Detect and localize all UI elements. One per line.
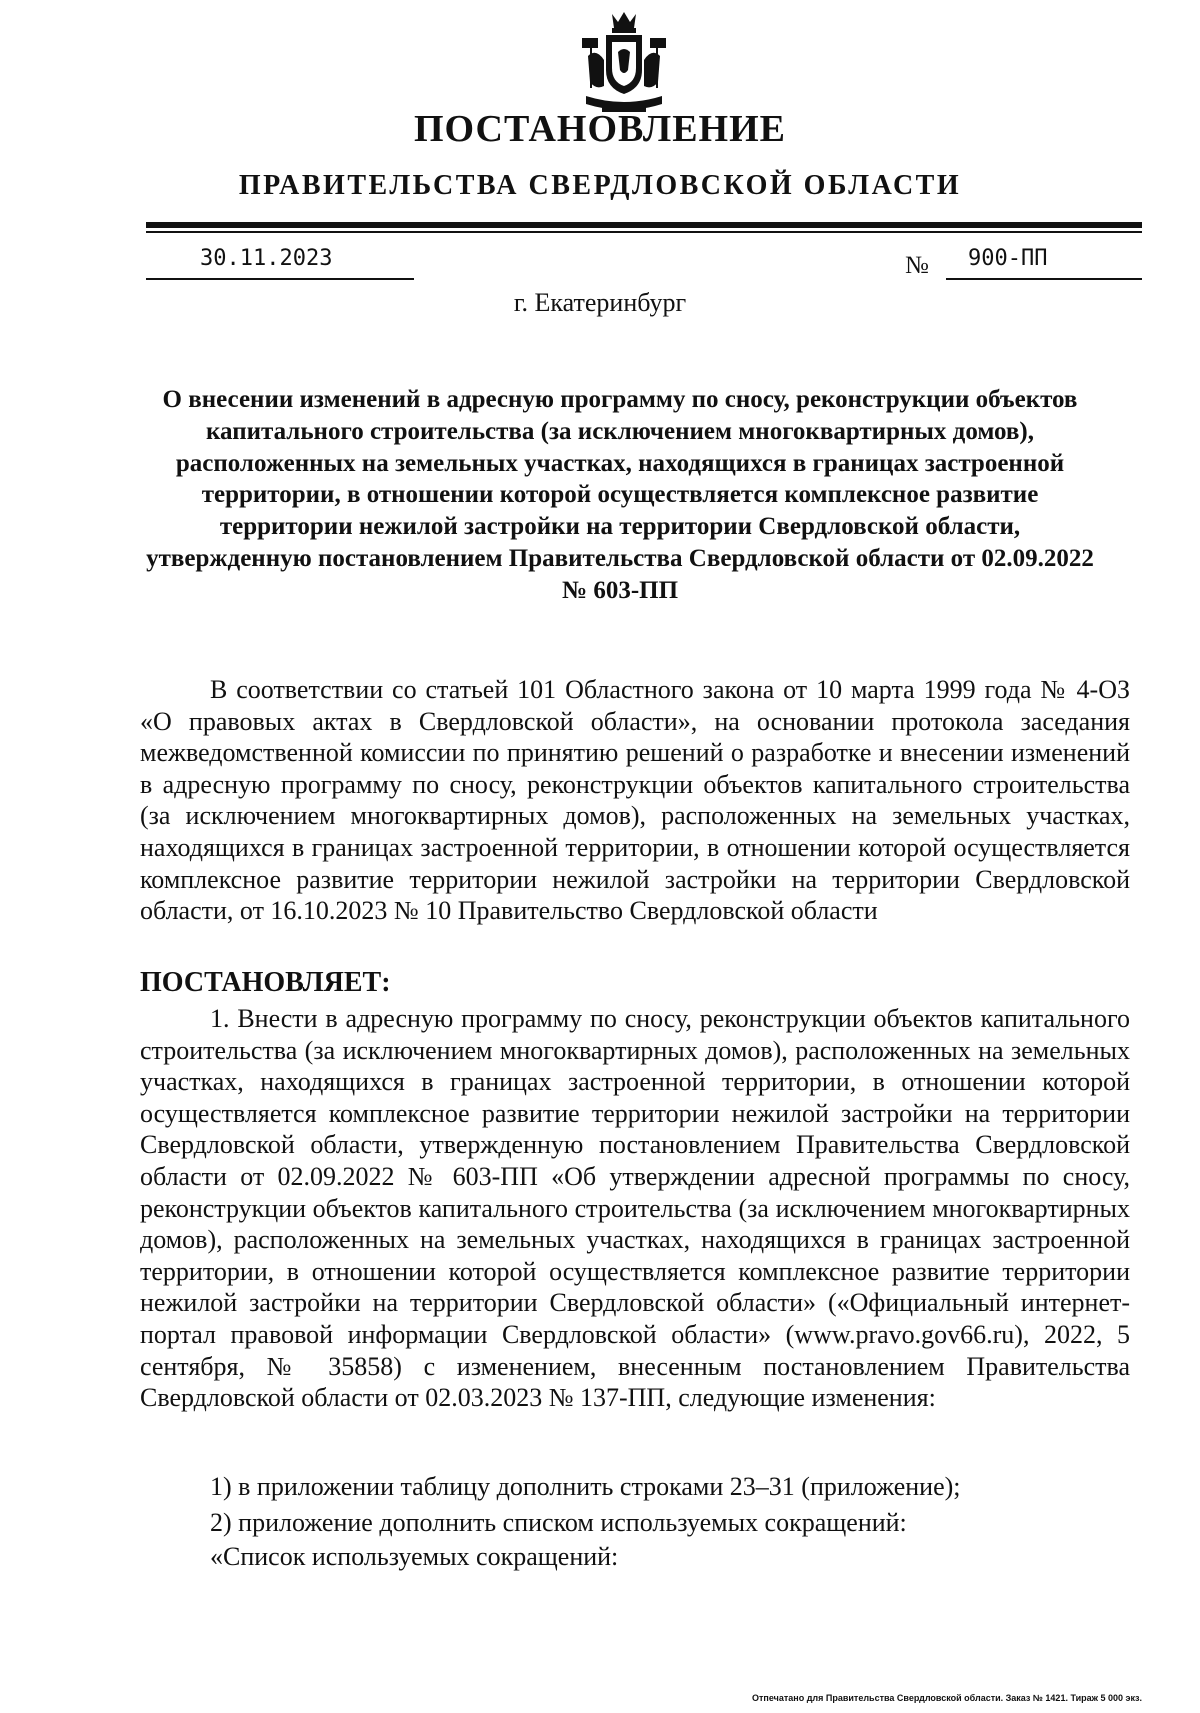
header-rule-thick: [146, 222, 1142, 228]
point-1-paragraph: 1. Внести в адресную программу по сносу, реконструкции объектов капитального строительства (за исключением многоквартирных домов), расположенных на земельных участках, находящихся в границах застроенной территории, в отношении которой осуществляется комплексное развитие территории нежилой застройки на территории Свердловской области, утвержденную постановлением Правительства Свердловской области от 02.09.2022 № 603-ПП «Об утверждении адресной программы по сносу, реконструкции объектов капитального строительства (за исключением многоквартирных домов), расположенных на земельных участках, находящихся в границах застроенной территории, в отношении которой осуществляется комплексное развитие территории нежилой застройки на территории Свердловской области» («Официальный интернет-портал правовой информации Свердловской области» (www.pravo.gov66.ru), 2022, 5 сентября, № 35858) с изменением, внесенным постановлением Правительства Свердловской области от 02.03.2023 № 137-ПП, следующие изменения:: [140, 1004, 1130, 1413]
document-date: 30.11.2023: [200, 246, 333, 271]
number-sign: №: [905, 252, 929, 279]
date-underline: [146, 278, 414, 280]
city: г. Екатеринбург: [513, 288, 687, 317]
header-rule-thin: [146, 231, 1142, 233]
coat-of-arms-icon: [568, 8, 680, 120]
sub-item-2: 2) приложение дополнить списком используемых сокращений:: [210, 1508, 907, 1537]
document-type: ПОСТАНОВЛЕНИЕ: [413, 108, 787, 150]
issuing-organization: ПРАВИТЕЛЬСТВА СВЕРДЛОВСКОЙ ОБЛАСТИ: [238, 170, 962, 201]
document-number: 900-ПП: [968, 246, 1048, 271]
document-title: О внесении изменений в адресную программу по сносу, реконструкции объектов капитального строительства (за исключением многоквартирных домов), расположенных на земельных участках, находящихся в границах застроенной территории, в отношении которой осуществляется комплексное развитие территории нежилой застройки на территории Свердловской области, утвержденную постановлением Правительства Свердловской области от 02.09.2022 № 603-ПП: [146, 386, 1094, 604]
number-underline: [946, 278, 1142, 280]
decree-word: ПОСТАНОВЛЯЕТ:: [140, 967, 391, 998]
abbreviations-heading: «Список используемых сокращений:: [210, 1542, 619, 1571]
print-footer: Отпечатано для Правительства Свердловской области. Заказ № 1421. Тираж 5 000 экз.: [752, 1693, 1142, 1703]
preamble-paragraph: В соответствии со статьей 101 Областного закона от 10 марта 1999 года № 4-ОЗ «О правовых актах в Свердловской области», на основании протокола заседания межведомственной комиссии по принятию решений о разработке и внесении изменений в адресную программу по сносу, реконструкции объектов капитального строительства (за исключением многоквартирных домов), расположенных на земельных участках, находящихся в границах застроенной территории, в отношении которой осуществляется комплексное развитие территории нежилой застройки на территории Свердловской области, от 16.10.2023 № 10 Правительство Свердловской области: [140, 675, 1130, 926]
sub-item-1: 1) в приложении таблицу дополнить строками 23–31 (приложение);: [210, 1472, 961, 1501]
